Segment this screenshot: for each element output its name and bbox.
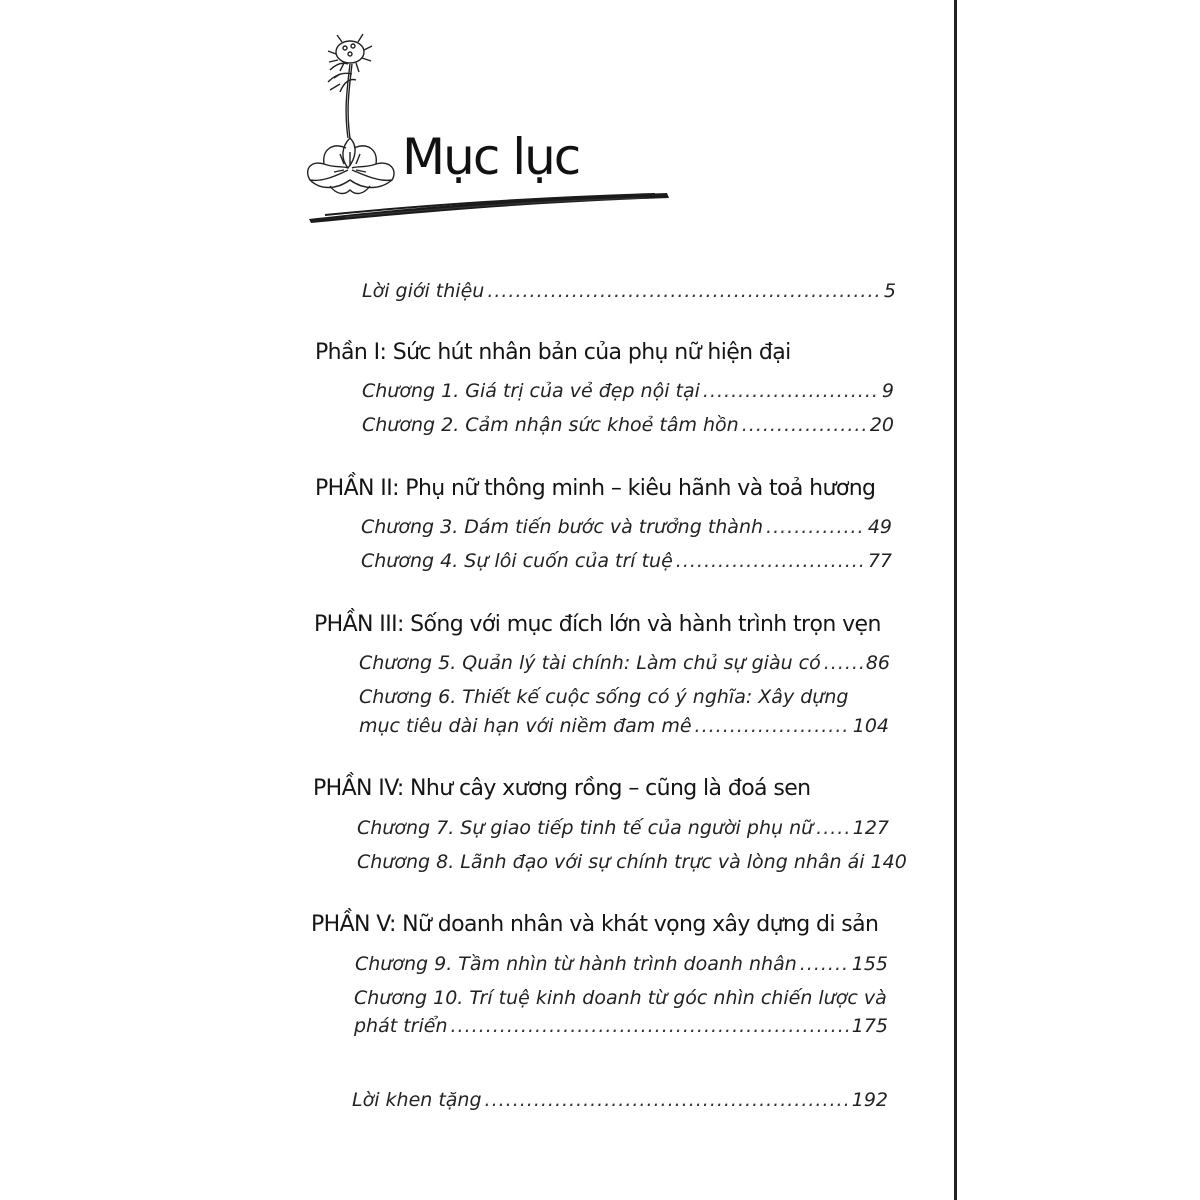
brush-stroke	[305, 185, 675, 225]
toc-entry-chapter	[362, 414, 894, 436]
toc-entry-closing	[352, 1089, 888, 1111]
entry-page: 86	[865, 652, 890, 674]
part-heading: PHẦN II: Phụ nữ thông minh – kiêu hãnh và toả hương	[315, 476, 876, 501]
leader-dots	[742, 414, 867, 436]
page-title: Mục lục	[402, 128, 580, 186]
entry-page: 9	[881, 380, 894, 402]
leader-dots	[487, 280, 881, 302]
part-heading: PHẦN III: Sống với mục đích lớn và hành trình trọn vẹn	[314, 612, 881, 637]
toc-entry-chapter	[362, 380, 894, 402]
leader-dots	[703, 380, 879, 402]
entry-page: 5	[883, 280, 896, 302]
entry-label: Chương 3. Dám tiến bước và trưởng thành	[361, 516, 764, 538]
part-heading: PHẦN V: Nữ doanh nhân và khát vọng xây dựng di sản	[311, 912, 879, 937]
entry-page: 155	[851, 953, 888, 975]
entry-page: 49	[867, 516, 892, 538]
entry-page: 140	[870, 851, 907, 873]
toc-entry-chapter	[354, 1015, 888, 1037]
leader-dots	[824, 652, 863, 674]
entry-label: Chương 5. Quản lý tài chính: Làm chủ sự giàu có	[359, 652, 821, 674]
toc-entry-chapter	[361, 550, 892, 572]
toc-entry-chapter	[359, 715, 889, 737]
entry-page: 77	[867, 550, 892, 572]
leader-dots	[451, 1015, 849, 1037]
entry-label: Chương 1. Giá trị của vẻ đẹp nội tại	[362, 380, 700, 402]
part-heading: PHẦN IV: Như cây xương rồng – cũng là đoá sen	[313, 776, 811, 801]
entry-label: phát triển	[354, 1015, 448, 1037]
entry-label-line: Chương 10. Trí tuệ kinh doanh từ góc nhìn chiến lược và	[354, 987, 887, 1009]
leader-dots	[485, 1089, 849, 1111]
toc-entry-intro	[362, 280, 896, 302]
toc-entry-chapter	[357, 851, 907, 873]
lotus-flower-icon	[300, 30, 410, 200]
leader-dots	[695, 715, 850, 737]
entry-label-line: Chương 6. Thiết kế cuộc sống có ý nghĩa: Xây dựng	[359, 686, 849, 708]
entry-label: Chương 2. Cảm nhận sức khoẻ tâm hồn	[362, 414, 739, 436]
toc-entry-chapter	[355, 953, 888, 975]
part-heading: Phần I: Sức hút nhân bản của phụ nữ hiện đại	[315, 340, 791, 365]
entry-label: Chương 8. Lãnh đạo với sự chính trực và lòng nhân ái	[357, 851, 865, 873]
toc-entry-chapter	[361, 516, 892, 538]
entry-page: 192	[851, 1089, 888, 1111]
entry-label: Chương 9. Tầm nhìn từ hành trình doanh nhân	[355, 953, 797, 975]
entry-label: Chương 7. Sự giao tiếp tinh tế của người phụ nữ	[357, 817, 814, 839]
leader-dots	[800, 953, 849, 975]
entry-label: Chương 4. Sự lôi cuốn của trí tuệ	[361, 550, 673, 572]
entry-page: 104	[852, 715, 889, 737]
entry-page: 20	[869, 414, 894, 436]
entry-label: Lời khen tặng	[352, 1089, 482, 1111]
leader-dots	[676, 550, 865, 572]
entry-label: mục tiêu dài hạn với niềm đam mê	[359, 715, 692, 737]
leader-dots	[816, 817, 850, 839]
entry-label: Lời giới thiệu	[362, 280, 485, 302]
entry-page: 175	[851, 1015, 888, 1037]
toc-entry-chapter	[357, 817, 889, 839]
leader-dots	[766, 516, 865, 538]
page-gutter	[954, 0, 957, 1200]
entry-page: 127	[852, 817, 889, 839]
toc-entry-chapter	[359, 652, 890, 674]
